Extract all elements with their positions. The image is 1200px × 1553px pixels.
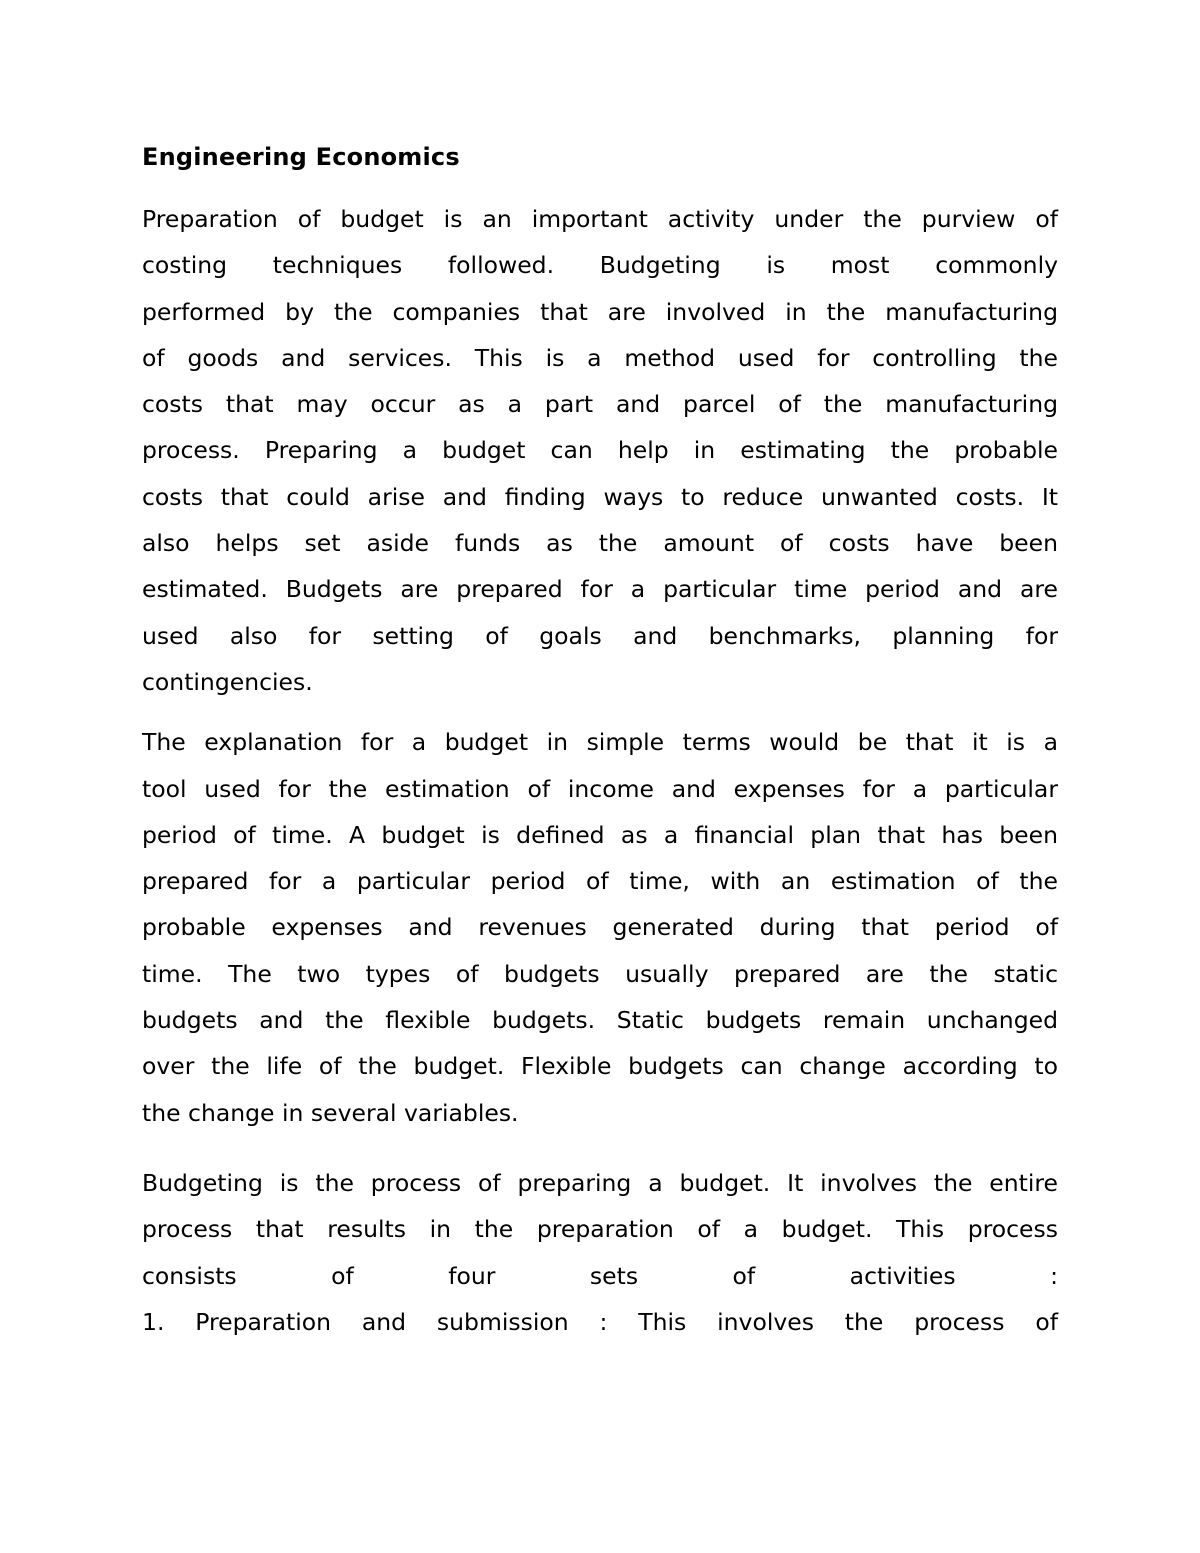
paragraph-line: consists of four sets of activities :	[142, 1261, 1058, 1290]
paragraph-line: estimated. Budgets are prepared for a particular time period and are	[142, 575, 1058, 604]
paragraph-line: also helps set aside funds as the amount of costs have been	[142, 529, 1058, 558]
paragraph-line: costs that could arise and finding ways to reduce unwanted costs. It	[142, 482, 1058, 511]
paragraph-line: tool used for the estimation of income and expenses for a particular	[142, 774, 1058, 803]
paragraph-line: Budgeting is the process of preparing a budget. It involves the entire	[142, 1168, 1058, 1197]
document-title: Engineering Economics	[142, 143, 460, 171]
paragraph-line: costing techniques followed. Budgeting is most commonly	[142, 251, 1058, 280]
paragraph-line: Preparation of budget is an important activity under the purview of	[142, 205, 1058, 233]
paragraph-line: process that results in the preparation of a budget. This process	[142, 1215, 1058, 1244]
paragraph-line: time. The two types of budgets usually prepared are the static	[142, 959, 1058, 988]
paragraph-line: costs that may occur as a part and parcel of the manufacturing	[142, 390, 1058, 419]
paragraph-line: the change in several variables.	[142, 1098, 519, 1127]
paragraph-line: 1. Preparation and submission : This involves the process of	[142, 1307, 1058, 1336]
paragraph-line: process. Preparing a budget can help in estimating the probable	[142, 436, 1058, 465]
paragraph-line: contingencies.	[142, 667, 313, 696]
paragraph-line: probable expenses and revenues generated during that period of	[142, 913, 1058, 942]
paragraph-line: budgets and the flexible budgets. Static budgets remain unchanged	[142, 1006, 1058, 1035]
paragraph-line: used also for setting of goals and benchmarks, planning for	[142, 621, 1058, 650]
paragraph-line: over the life of the budget. Flexible budgets can change according to	[142, 1052, 1058, 1081]
paragraph-line: prepared for a particular period of time, with an estimation of the	[142, 867, 1058, 896]
paragraph	[142, 719, 1058, 1136]
paragraph	[142, 1160, 1058, 1345]
document-page	[142, 136, 1058, 1345]
paragraph-line: of goods and services. This is a method used for controlling the	[142, 343, 1058, 372]
paragraph-line: The explanation for a budget in simple terms would be that it is a	[142, 728, 1058, 757]
paragraph-line: performed by the companies that are involved in the manufacturing	[142, 297, 1058, 326]
paragraph-line: period of time. A budget is defined as a financial plan that has been	[142, 820, 1058, 849]
paragraph	[142, 196, 1058, 705]
